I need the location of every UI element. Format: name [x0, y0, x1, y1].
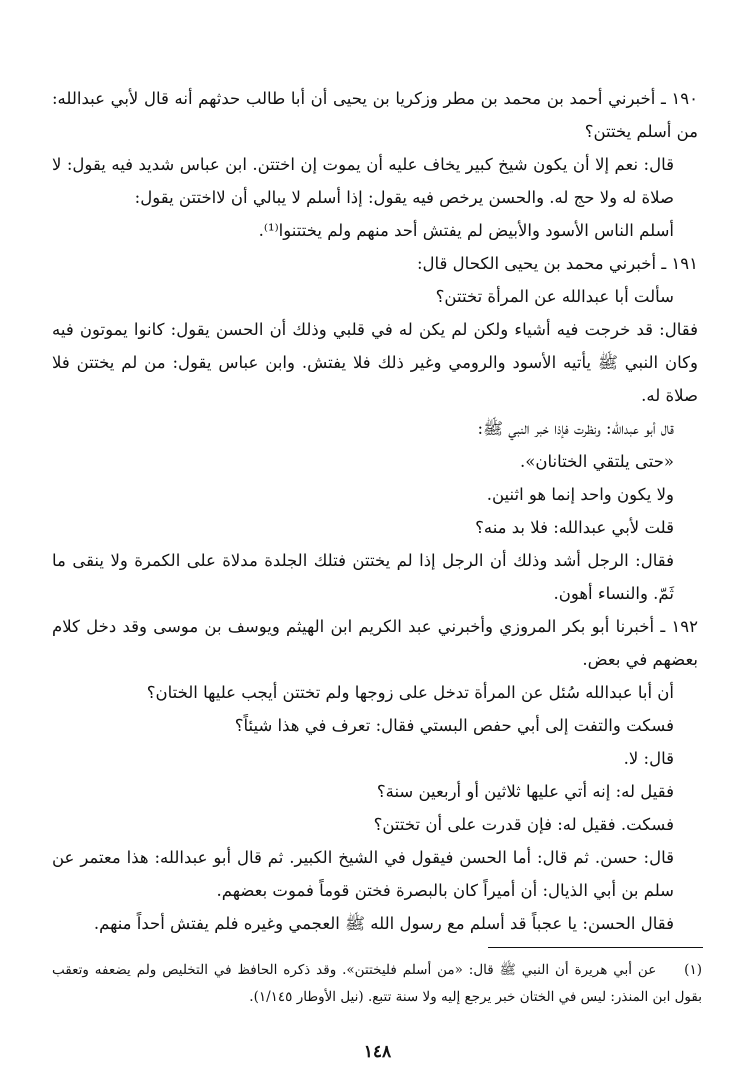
main-text [52, 82, 698, 940]
footnote-divider [488, 947, 703, 948]
paragraph-answer-2: فقال: قد خرجت فيه أشياء ولكن لم يكن له في قلبي وذلك أن الحسن يقول: كانوا يموتون فيه وكان النبي ﷺ يأتيه الأسود والرومي وغير ذلك فلا يفتش. وابن عباس يقول: من لم يختتن فلا صلاة له. [52, 320, 698, 405]
paragraph-answer-4: قال: حسن. ثم قال: أما الحسن فيقول في الشيخ الكبير. ثم قال أبو عبدالله: هذا معتمر عن سلم بن أبي الذيال: أن أميراً كان بالبصرة فختن قوماً فموت بعضهم. [52, 848, 674, 900]
paragraph-question-2: قلت لأبي عبدالله: فلا بد منه؟ [475, 518, 674, 537]
paragraph-comment: ولا يكون واحد إنما هو اثنين. [486, 485, 674, 504]
paragraph-quote-1: أسلم الناس الأسود والأبيض لم يفتش أحد منهم ولم يختتنوا⁽¹⁾. [258, 221, 674, 240]
paragraph-191: ١٩١ ـ أخبرني محمد بن يحيى الكحال قال: [416, 254, 698, 273]
footnote-marker: (١) [684, 962, 702, 978]
paragraph-hasan: فقال الحسن: يا عجباً قد أسلم مع رسول الله ﷺ العجمي وغيره فلم يفتش أحداً منهم. [93, 914, 674, 933]
paragraph-question-1: سألت أبا عبدالله عن المرأة تختتن؟ [435, 287, 674, 306]
paragraph-question-4: فقيل له: إنه أتي عليها ثلاثين أو أربعين سنة؟ [376, 782, 674, 801]
paragraph-no: قال: لا. [623, 749, 674, 768]
paragraph-answer-1: قال: نعم إلا أن يكون شيخ كبير يخاف عليه أن يموت إن اختتن. ابن عباس شديد فيه يقول: لا صلاة له ولا حج له. والحسن يرخص فيه يقول: إذا أسلم لا يبالي أن لااختتن يقول: [52, 155, 674, 207]
footnote [52, 957, 702, 1011]
footnote-text: عن أبي هريرة أن النبي ﷺ قال: «من أسلم فليختتن». وقد ذكره الحافظ في التخليص ولم يضعفه وتعقب بقول ابن المنذر: ليس في الختان خبر يرجع إليه ولا سنة تتبع. (نيل الأوطار ١/١٤٥). [52, 962, 702, 1005]
paragraph-question-3: أن أبا عبدالله سُئل عن المرأة تدخل على زوجها ولم تختتن أيجب عليها الختان؟ [146, 683, 674, 702]
paragraph-answer-3: فقال: الرجل أشد وذلك أن الرجل إذا لم يختتن فتلك الجلدة مدلاة على الكمرة ولا ينقى ما ثَمّ. والنساء أهون. [52, 551, 674, 603]
paragraph-question-5: فسكت. فقيل له: فإن قدرت على أن تختتن؟ [373, 815, 674, 834]
paragraph-190: ١٩٠ ـ أخبرني أحمد بن محمد بن مطر وزكريا بن يحيى أن أبا طالب حدثهم أنه قال لأبي عبدالله: من أسلم يختتن؟ [52, 89, 698, 141]
page-number: ١٤٨ [363, 1042, 392, 1062]
paragraph-abu-abdullah: قال أبو عبدالله: ونظرت فإذا خبر النبي ﷺ: [477, 419, 674, 438]
paragraph-hadith: «حتى يلتقي الختانان». [520, 452, 674, 471]
paragraph-192: ١٩٢ ـ أخبرنا أبو بكر المروزي وأخبرني عبد الكريم ابن الهيثم ويوسف بن موسى وقد دخل كلام بعضهم في بعض. [52, 617, 698, 669]
paragraph-silence: فسكت والتفت إلى أبي حفص البستي فقال: تعرف في هذا شيئاً؟ [234, 716, 674, 735]
